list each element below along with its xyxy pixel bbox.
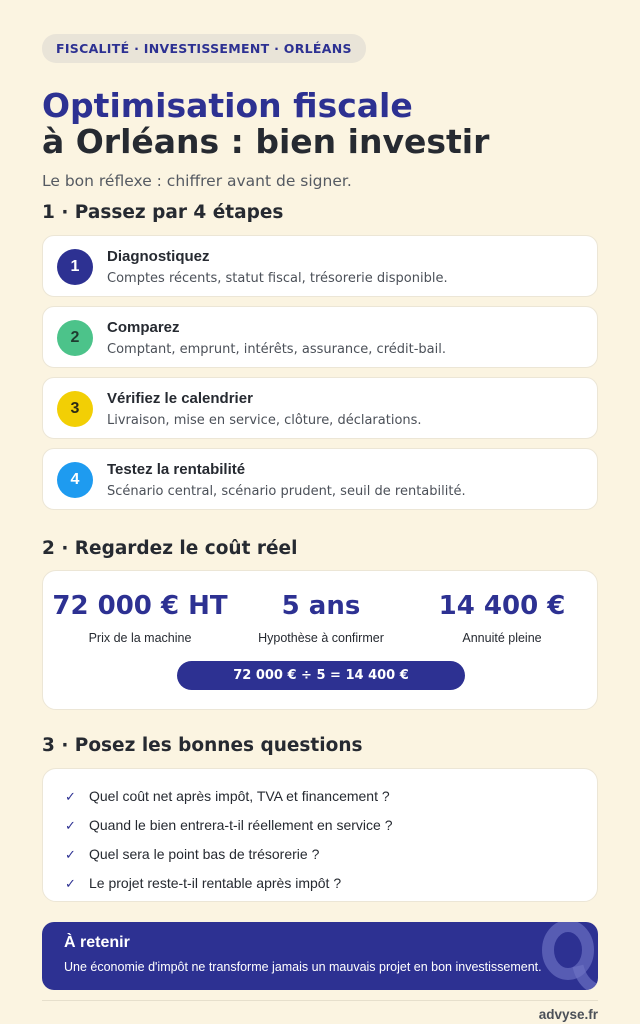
takeaway-text: Une économie d'impôt ne transforme jamais un mauvais projet en bon investissement. [64,960,542,974]
metric-machine-price [47,591,233,645]
step-number-badge: 4 [57,462,93,498]
takeaway-title: À retenir [64,934,130,951]
category-tag: FISCALITÉ · INVESTISSEMENT · ORLÉANS [42,34,366,63]
brand-link[interactable]: advyse.fr [538,1007,598,1022]
takeaway-box [42,922,598,990]
step-number-badge: 1 [57,249,93,285]
subtitle: Le bon réflexe : chiffrer avant de signer. [42,172,352,190]
metric-value: 72 000 € HT [52,591,228,621]
question-item [65,846,319,863]
metric-duration [228,591,414,645]
question-text: Quand le bien entrera-t-il réellement en service ? [89,817,393,833]
question-text: Le projet reste-t-il rentable après impôt ? [89,875,342,891]
check-icon: ✓ [65,789,76,804]
step-card [42,377,598,439]
step-description: Comptant, emprunt, intérêts, assurance, crédit-bail. [107,342,446,357]
step-number-badge: 2 [57,320,93,356]
step-description: Scénario central, scénario prudent, seuil de rentabilité. [107,484,466,499]
step-description: Comptes récents, statut fiscal, trésorerie disponible. [107,271,448,286]
check-icon: ✓ [65,847,76,862]
check-icon: ✓ [65,876,76,891]
step-title: Comparez [107,319,180,336]
step-card [42,448,598,510]
step-title: Vérifiez le calendrier [107,390,253,407]
questions-card [42,768,598,902]
question-item [65,875,341,892]
formula-pill: 72 000 € ÷ 5 = 14 400 € [177,661,465,690]
title-line-1: Optimisation fiscale [42,86,413,125]
step-title: Testez la rentabilité [107,461,246,478]
brand-watermark-icon [538,922,598,990]
metric-value: 5 ans [281,591,361,621]
footer-divider [42,1000,598,1001]
question-text: Quel sera le point bas de trésorerie ? [89,846,320,862]
step-number-badge: 3 [57,391,93,427]
step-card [42,235,598,297]
metric-annuity [409,591,595,645]
step-description: Livraison, mise en service, clôture, déclarations. [107,413,422,428]
section-2-heading: 2 · Regardez le coût réel [42,538,298,559]
question-item [65,817,393,834]
title-line-2: à Orléans : bien investir [42,122,490,161]
section-3-heading: 3 · Posez les bonnes questions [42,735,363,756]
cost-card [42,570,598,710]
metric-label: Prix de la machine [88,631,192,645]
step-title: Diagnostiquez [107,248,210,265]
metric-label: Hypothèse à confirmer [258,631,384,645]
metric-label: Annuité pleine [462,631,542,645]
question-text: Quel coût net après impôt, TVA et financement ? [89,788,390,804]
question-item [65,788,390,805]
check-icon: ✓ [65,818,76,833]
step-card [42,306,598,368]
page-title [42,88,598,160]
metric-value: 14 400 € [438,591,566,621]
section-1-heading: 1 · Passez par 4 étapes [42,202,284,223]
